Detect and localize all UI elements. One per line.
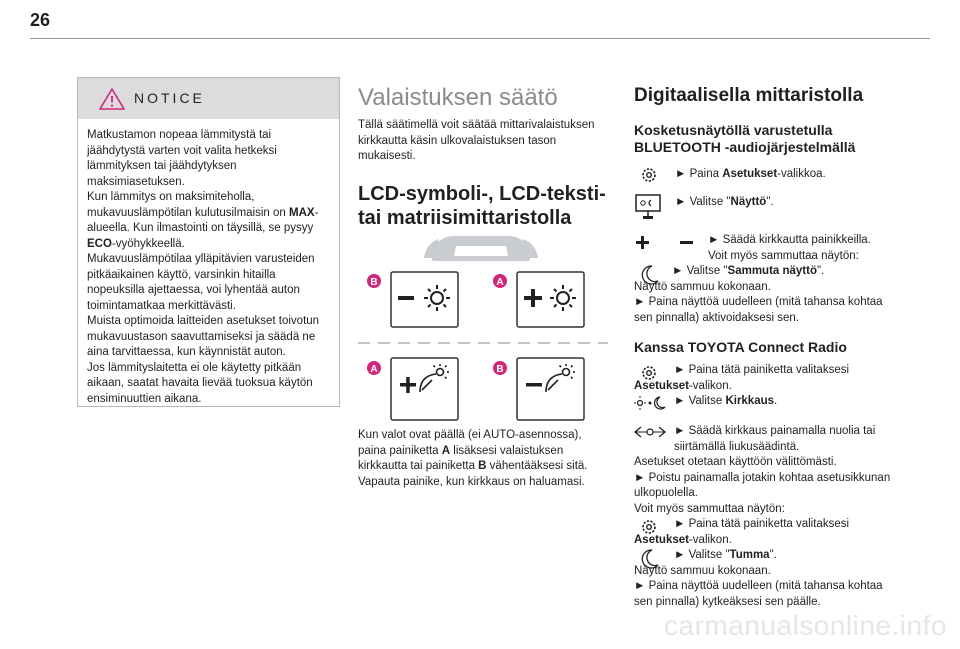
step-text: Voit myös sammuttaa näytön: (634, 502, 785, 515)
top-divider (30, 38, 930, 39)
settings-gear-icon (640, 166, 658, 184)
bluetooth-heading: Kosketusnäytöllä varustetulla BLUETOOTH -audiojärjestelmällä (634, 122, 856, 155)
step-row: ► Paina tätä painiketta valitaksesi Asetukset-valikon. (634, 364, 850, 392)
settings-gear-icon (640, 518, 658, 536)
svg-text:B: B (370, 277, 378, 288)
notice-box (77, 77, 340, 407)
intro-text: Tällä säätimellä voit säätää mittarivalaistuksen kirkkautta käsin ulkovalaistuksen tason mukaisesti. (358, 119, 595, 162)
step-row: ► Valitse "Sammuta näyttö". Näyttö sammuu kokonaan. (634, 265, 825, 293)
notice-paragraph: Kun lämmitys on maksimiteholla, mukavuuslämpötilan kulutusilmaisin on MAX-alueella. Kun ilmastointi on täysillä, se pysyy ECO-vyöhykkeellä. (87, 191, 319, 250)
display-settings-icon (634, 193, 662, 221)
steering-wheel-icon (424, 236, 538, 261)
step-row: ► Säädä kirkkaus painamalla nuolia tai siirtämällä liukusäädintä. (634, 424, 894, 455)
dim-button-alt (517, 358, 584, 420)
step-row: ► Säädä kirkkautta painikkeilla. Voit myös sammuttaa näytön: (634, 233, 894, 264)
notice-paragraph: Mukavuuslämpötilaa ylläpitävien varusteiden pitkäaikainen käyttö, varsinkin hitailla nopeuksilla ajettaessa, voi lyhentää auton toimintamatkaa merkittävästi. (87, 253, 315, 312)
label-b-badge (493, 361, 507, 375)
slider-arrows-icon (634, 425, 666, 439)
notice-paragraph: Jos lämmityslaitetta ei ole käytetty pitkään aikaan, saatat havaita lievää tuoksua käytön ensiminuuttien aikana. (87, 361, 313, 405)
step-row: ► Paina tätä painiketta valitaksesi Asetukset-valikon. (634, 518, 850, 546)
step-text: ► Paina näyttöä uudelleen (mitä tahansa kohtaa sen pinnalla) aktivoidaksesi sen. (634, 296, 883, 324)
page-number: 26 (30, 10, 51, 30)
warning-icon (98, 87, 126, 111)
notice-header (78, 78, 339, 119)
notice-title: NOTICE (134, 90, 205, 106)
brighten-button-alt (391, 358, 458, 420)
step-row: ► Valitse "Tumma". Näyttö sammuu kokonaan. (634, 549, 777, 577)
step-row: ► Valitse Kirkkaus. (634, 394, 894, 424)
digital-cluster-section (634, 84, 894, 610)
brightness-caption: Kun valot ovat päällä (ei AUTO-asennossa), paina painiketta A lisäksesi valaistuksen kirkkautta tai painiketta B vähentääksesi sitä. Vapauta painike, kun kirkkaus on haluamasi. (358, 429, 588, 488)
label-a-badge (367, 361, 381, 375)
svg-text:B: B (496, 364, 504, 375)
lcd-heading: LCD-symboli-, LCD-teksti- tai matriisimittaristolla (358, 182, 606, 229)
svg-text:A: A (370, 364, 378, 375)
moon-icon (638, 264, 660, 286)
lighting-section (358, 84, 608, 230)
notice-paragraph: Muista optimoida laitteiden asetukset toivotun mukavuustason saavuttamiseksi ja säädä ne aina tarvittaessa, kun käynnistät auton. (87, 315, 320, 358)
toyota-connect-heading: Kanssa TOYOTA Connect Radio (634, 339, 847, 355)
step-text: ► Poistu painamalla jotakin kohtaa asetusikkunan ulkopuolella. (634, 471, 891, 499)
brightness-mode-icon (634, 395, 668, 411)
svg-text:A: A (496, 277, 504, 288)
step-row: ► Paina Asetukset-valikkoa. (634, 167, 894, 191)
step-text: ► Paina näyttöä uudelleen (mitä tahansa kohtaa sen pinnalla) kytkeäksesi sen päälle. (634, 580, 883, 608)
step-row: ► Valitse "Näyttö". (634, 195, 894, 227)
label-a-badge (493, 274, 507, 288)
notice-paragraph: Matkustamon nopeaa lämmitystä tai jäähdytystä varten voit valita hetkeksi lämmityksen tai jäähdytyksen maksimiasetuksen. (87, 129, 277, 188)
notice-body (78, 119, 339, 407)
footer-watermark: carmanualsonline.info (664, 610, 947, 641)
label-b-badge (367, 274, 381, 288)
section-title: Digitaalisella mittaristolla (634, 85, 864, 106)
section-title: Valaistuksen säätö (358, 84, 558, 111)
step-text: Asetukset otetaan käyttöön välittömästi. (634, 456, 837, 468)
lighting-buttons-illustration (358, 226, 608, 426)
plus-minus-icon (636, 235, 706, 251)
settings-gear-icon (640, 364, 658, 382)
moon-icon (638, 548, 660, 570)
